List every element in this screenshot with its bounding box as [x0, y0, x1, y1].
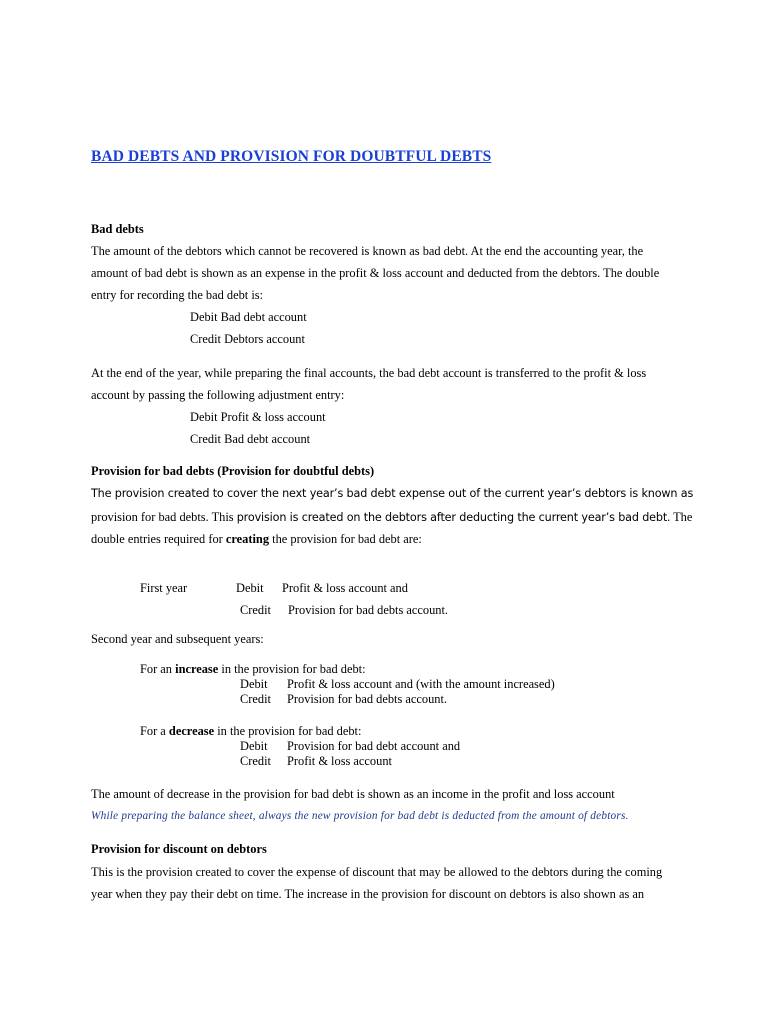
discount-heading: Provision for discount on debtors: [91, 842, 267, 856]
balance-sheet-note: While preparing the balance sheet, always the new provision for bad debt is deducted from the amount of debtors.: [91, 810, 629, 822]
text-segment: For a: [140, 724, 166, 738]
credit-account: Provision for bad debts account.: [287, 692, 448, 706]
income-note: The amount of decrease in the provision for bad debt is shown as an income in the profit and loss account: [91, 787, 615, 801]
provision-heading: Provision for bad debts (Provision for doubtful debts): [91, 464, 375, 478]
debit-account: Profit & loss account and (with the amount increased): [287, 677, 555, 691]
debit-account: Provision for bad debt account and: [287, 739, 461, 753]
debit-label: Debit: [236, 581, 264, 595]
journal-entry-credit: Credit Debtors account: [190, 332, 305, 346]
text-segment: . The: [667, 510, 693, 524]
paragraph-line: [91, 510, 692, 525]
paragraph-line: entry for recording the bad debt is:: [91, 288, 264, 302]
paragraph-line: The amount of the debtors which cannot be recovered is known as bad debt. At the end the accounting year, the: [91, 244, 644, 258]
debit-label: Debit: [240, 677, 268, 691]
text-segment: For an: [140, 662, 173, 676]
increase-intro: [140, 662, 366, 677]
paragraph-line: account by passing the following adjustment entry:: [91, 388, 345, 402]
text-segment: provision for bad debts. This: [91, 510, 234, 524]
emphasis-creating: creating: [225, 532, 270, 546]
emphasis-increase: increase: [175, 662, 219, 676]
journal-entry-debit: Debit Profit & loss account: [190, 410, 326, 424]
paragraph-line: The provision created to cover the next year’s bad debt expense out of the current year’s debtors is known as: [91, 487, 694, 500]
first-year-label: First year: [140, 581, 188, 595]
text-segment: in the provision for bad debt:: [217, 724, 362, 738]
paragraph-line: amount of bad debt is shown as an expense in the profit & loss account and deducted from the debtors. The double: [91, 266, 660, 280]
paragraph-line: [91, 532, 422, 547]
page-title: BAD DEBTS AND PROVISION FOR DOUBTFUL DEBTS: [91, 148, 492, 165]
text-segment: provision is created on the debtors after deducting the current year’s bad debt: [236, 511, 668, 524]
text-segment: double entries required for: [91, 532, 223, 546]
second-year-label: Second year and subsequent years:: [91, 632, 264, 646]
credit-account: Profit & loss account: [287, 754, 392, 768]
decrease-intro: [140, 724, 361, 739]
bad-debts-heading: Bad debts: [91, 222, 144, 236]
credit-label: Credit: [240, 754, 271, 768]
journal-entry-credit: Credit Bad debt account: [190, 432, 311, 446]
credit-account: Provision for bad debts account.: [288, 603, 449, 617]
credit-label: Credit: [240, 692, 271, 706]
credit-label: Credit: [240, 603, 271, 617]
paragraph-line: This is the provision created to cover the expense of discount that may be allowed to the debtors during the coming: [91, 865, 663, 879]
journal-entry-debit: Debit Bad debt account: [190, 310, 307, 324]
emphasis-decrease: decrease: [168, 724, 215, 738]
paragraph-line: year when they pay their debt on time. The increase in the provision for discount on debtors is also shown as an: [91, 887, 645, 901]
text-segment: the provision for bad debt are:: [272, 532, 422, 546]
debit-label: Debit: [240, 739, 268, 753]
text-segment: in the provision for bad debt:: [221, 662, 366, 676]
debit-account: Profit & loss account and: [282, 581, 408, 595]
paragraph-line: At the end of the year, while preparing the final accounts, the bad debt account is transferred to the profit & loss: [91, 366, 647, 380]
